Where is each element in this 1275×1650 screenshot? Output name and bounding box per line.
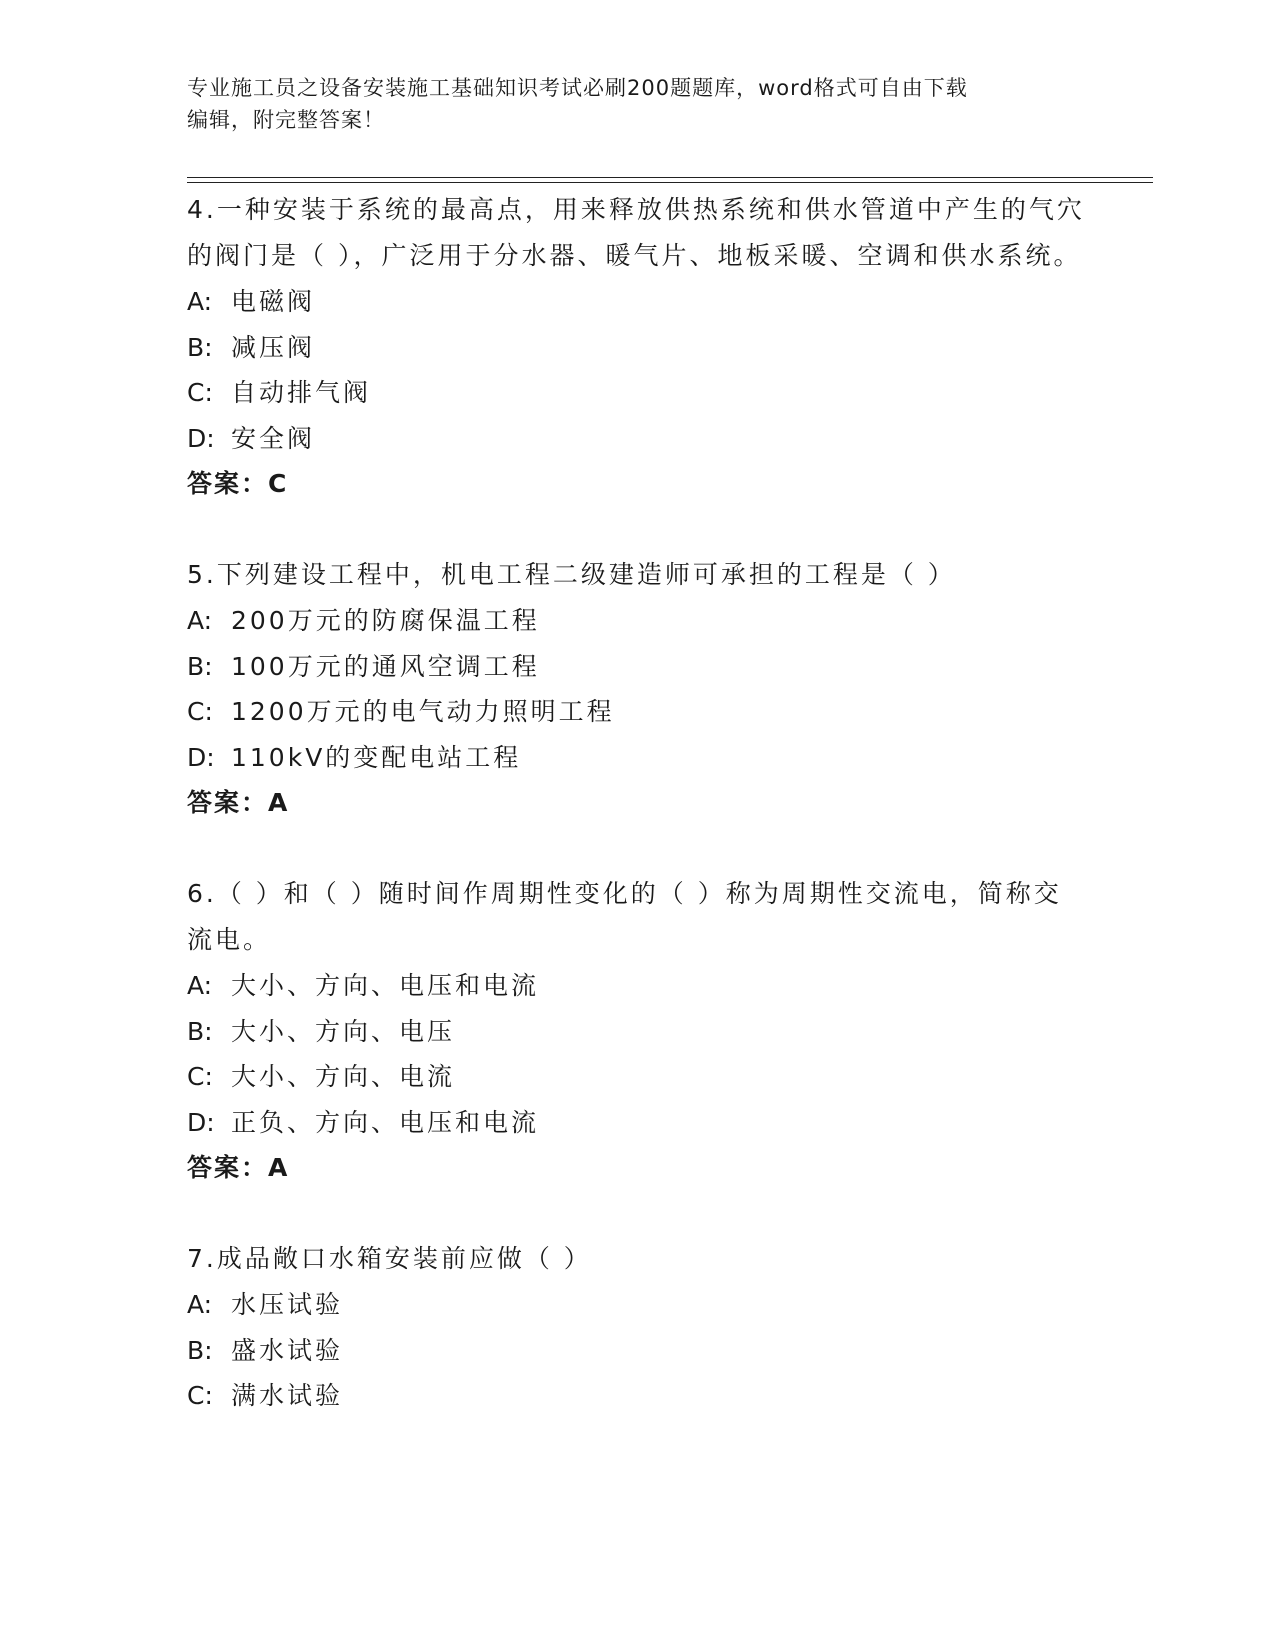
option-c: [187, 1054, 1087, 1100]
option-c: [187, 1373, 1087, 1419]
option-text: 1200万元的电气动力照明工程: [231, 697, 615, 726]
option-text: 正负、方向、电压和电流: [231, 1107, 540, 1137]
option-c: [187, 689, 1087, 735]
option-text: 电磁阀: [231, 287, 316, 316]
option-text: 水压试验: [231, 1290, 344, 1319]
option-letter: A:: [187, 606, 213, 635]
option-text: 自动排气阀: [231, 378, 372, 407]
option-text: 盛水试验: [231, 1335, 344, 1365]
option-b: [187, 1328, 1087, 1374]
option-d: [187, 1100, 1087, 1146]
question-5: [187, 552, 1087, 826]
option-letter: A:: [187, 1290, 213, 1319]
option-text: 大小、方向、电流: [231, 1062, 456, 1091]
option-letter: C:: [187, 378, 213, 407]
option-letter: B:: [187, 1016, 213, 1046]
option-d: [187, 416, 1087, 462]
option-letter: C:: [187, 1381, 213, 1410]
question-text: 6.（ ）和（ ）随时间作周期性变化的（ ）称为周期性交流电，简称交流电。: [187, 879, 1062, 954]
header-divider-top: [187, 177, 1153, 178]
option-letter: D:: [187, 423, 215, 453]
option-c: [187, 370, 1087, 416]
header-title-line-1: 专业施工员之设备安装施工基础知识考试必刷200题题库，word格式可自由下载: [187, 76, 968, 100]
option-a: [187, 598, 1087, 644]
option-b: [187, 1009, 1087, 1055]
answer-line: 答案：A: [187, 1153, 290, 1182]
option-letter: D:: [187, 1107, 215, 1137]
option-a: [187, 1282, 1087, 1328]
option-text: 满水试验: [231, 1381, 344, 1410]
option-a: [187, 963, 1087, 1009]
option-text: 110kV的变配电站工程: [231, 742, 522, 772]
option-text: 大小、方向、电压和电流: [231, 971, 540, 1000]
answer-line: 答案：C: [187, 469, 289, 498]
option-letter: B:: [187, 1335, 213, 1365]
option-text: 减压阀: [231, 332, 316, 362]
option-letter: B:: [187, 332, 213, 362]
answer-line: 答案：A: [187, 788, 290, 817]
option-letter: B:: [187, 651, 213, 681]
option-text: 200万元的防腐保温工程: [231, 606, 540, 635]
option-text: 大小、方向、电压: [231, 1016, 456, 1046]
option-b: [187, 644, 1087, 690]
question-4: [187, 187, 1087, 507]
option-d: [187, 735, 1087, 781]
question-6: [187, 871, 1087, 1191]
option-letter: A:: [187, 287, 213, 316]
question-list: [187, 187, 1087, 1464]
option-letter: A:: [187, 971, 213, 1000]
option-a: [187, 279, 1087, 325]
question-text: 7.成品敞口水箱安装前应做（ ）: [187, 1244, 592, 1273]
question-7: [187, 1236, 1087, 1419]
option-letter: D:: [187, 742, 215, 772]
question-text: 5.下列建设工程中，机电工程二级建造师可承担的工程是（ ）: [187, 560, 956, 589]
header-divider-bottom: [187, 182, 1153, 183]
option-text: 安全阀: [231, 423, 316, 453]
option-b: [187, 325, 1087, 371]
option-letter: C:: [187, 697, 213, 726]
option-text: 100万元的通风空调工程: [231, 651, 540, 681]
option-letter: C:: [187, 1062, 213, 1091]
document-header: [187, 72, 1087, 136]
question-text: 4.一种安装于系统的最高点，用来释放供热系统和供水管道中产生的气穴的阀门是（ ），广泛用于分水器、暖气片、地板采暖、空调和供水系统。: [187, 195, 1085, 270]
header-title-line-2: 编辑，附完整答案！: [187, 108, 385, 132]
